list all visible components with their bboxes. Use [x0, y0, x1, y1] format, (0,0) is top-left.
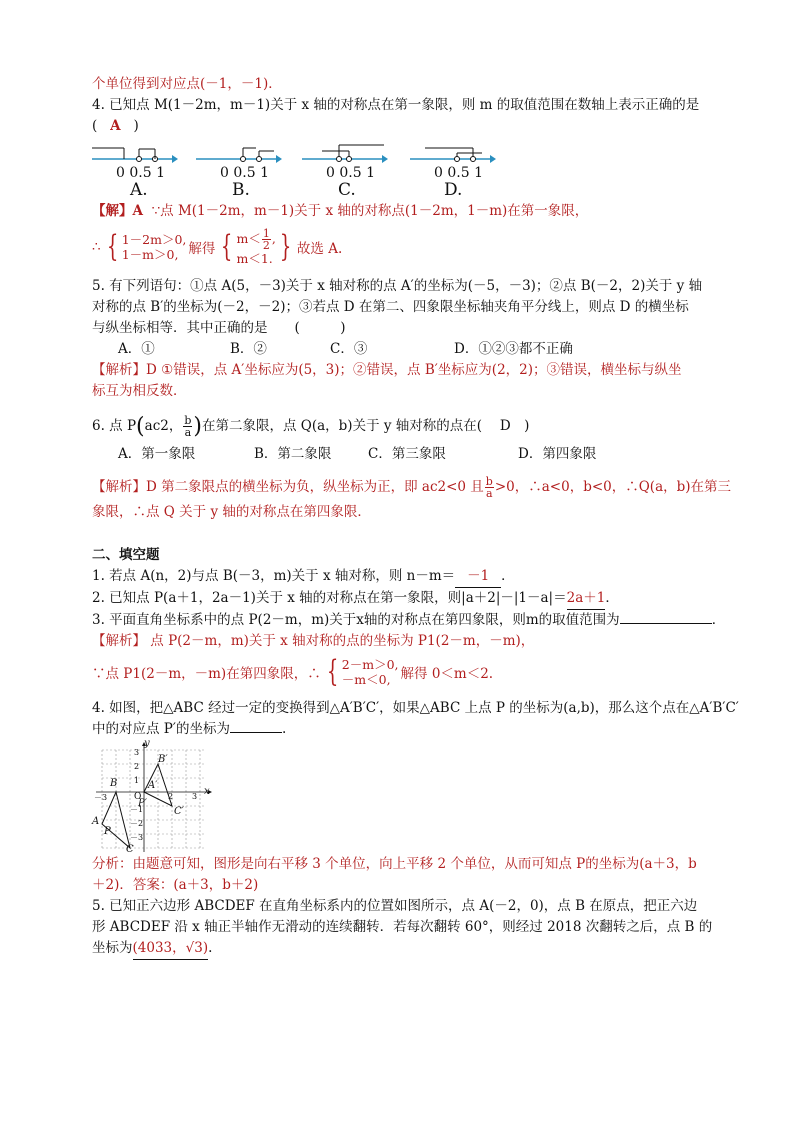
q6-solution-1: 【解析】D 第二象限点的横坐标为负，纵坐标为正，即 ac2<0 且 $\frac{b}{a}$ >0，∴a<0，b<0，∴Q(a，b)在第三 — [92, 474, 732, 500]
q4-answer: A — [110, 118, 121, 134]
fill-q4-stem-2: 中的对应点 P′的坐标为 . — [92, 721, 287, 737]
q4-stem: 4. 已知点 M(1－2m，m－1)关于 x 轴的对称点在第一象限，则 m 的取值范围在数轴上表示正确的是 — [92, 97, 700, 113]
number-line-labels: 0 0.5 1 0 0.5 1 0 0.5 1 0 0.5 1 A. B. C. D. — [116, 165, 483, 200]
fill-q5-stem-3: 坐标为(4033，√3). — [92, 938, 712, 960]
fill-q1: 1. 若点 A(n，2)与点 B(－3，m)关于 x 轴对称，则 n－m＝ －1 ． — [92, 566, 712, 588]
fill-q3-solution-2: ∵点 P1(2－m，－m)在第四象限，∴ { 2－m＞0, －m＜0, 解得 0＜m＜2. — [92, 654, 494, 689]
prev-solution-tail: 个单位得到对应点(－1，－1)． — [92, 76, 282, 92]
q5-stem-2: 对称的点 B′的坐标为(－2，－2)；③若点 D 在第二、四象限坐标轴夹角平分线上，则点 D 的横坐标 — [92, 299, 689, 315]
fill-q5-stem-1: 5. 已知正六边形 ABCDEF 在直角坐标系内的位置如图所示，点 A(－2，0)，点 B 在原点，把正六边 — [92, 898, 698, 914]
option-a-label: A. — [130, 180, 148, 200]
fill-q2: 2. 已知点 P(a＋1，2a－1)关于 x 轴的对称点在第一象限，则|a＋2|－|1－a|＝2a＋1． — [92, 588, 712, 610]
fill-q4-stem-1: 4. 如图，把△ABC 经过一定的变换得到△A′B′C′，如果△ABC 上点 P 的坐标为(a,b)，那么这个点在△A′B′C′ — [92, 700, 739, 716]
fill-q4-solution-1: 分析：由题意可知，图形是向右平移 3 个单位，向上平移 2 个单位，从而可知点 P的坐标为(a＋3，b — [92, 856, 697, 872]
q5-choices: A．① B．② C．③ D．①②③都不正确 — [118, 341, 573, 357]
q5-stem-1: 5. 有下列语句：①点 A(5，－3)关于 x 轴对称的点 A′的坐标为(－5，－3)；②点 B(－2，2)关于 y 轴 — [92, 278, 703, 294]
q6-choices: A．第一象限 B．第二象限 C．第三象限 D．第四象限 — [118, 446, 597, 462]
number-line-c — [302, 145, 388, 163]
fill-q3: 3. 平面直角坐标系中的点 P(2－m，m)关于x轴的对称点在第四象限，则m的取值范围为 ． — [92, 612, 726, 628]
q4-solution-line1: 【解】A ∵点 M(1－2m，m－1)关于 x 轴的对称点(1－2m，1－m)在第一象限， — [92, 203, 589, 219]
number-line-d — [410, 148, 496, 163]
number-line-b — [196, 148, 282, 163]
page-content — [92, 74, 739, 960]
section-title-fill-blank: 二、填空题 — [92, 547, 160, 563]
option-d-label: D. — [444, 180, 463, 200]
q4-solution-line2: ∴ { 1－2m＞0, 1－m＞0, 解得 { m＜ $\frac{1}{2}$ , m＜1. } 故选 A. — [92, 227, 343, 266]
number-line-a — [92, 148, 178, 163]
option-b-label: B. — [232, 180, 250, 200]
q5-solution-1: 【解析】D ①错误，点 A′坐标应为(5，3)；②错误，点 B′坐标应为(2，2)；③错误，横坐标与纵坐 — [92, 362, 682, 378]
coordinate-graph: y x B′ A′ C′ P′ B A P C O 3 2 1 －1 －2 －3 －3 2 3 — [92, 742, 712, 854]
q5-stem-3: 与纵坐标相等．其中正确的是 ( ) — [92, 320, 346, 336]
option-c-label: C. — [338, 180, 356, 200]
fill-q3-solution-1: 【解析】 点 P(2－m，m)关于 x 轴对称的点的坐标为 P1(2－m，－m)， — [92, 633, 535, 649]
q6-solution-2: 象限，∴点 Q 关于 y 轴的对称点在第四象限． — [92, 504, 371, 520]
q4-answer-bracket: ( A ) — [92, 118, 139, 134]
fill-q5-stem-2: 形 ABCDEF 沿 x 轴正半轴作无滑动的连续翻转．若每次翻转 60°，则经过 2018 次翻转之后，点 B 的 — [92, 919, 713, 935]
q5-solution-2: 标互为相反数． — [92, 383, 187, 399]
q6-stem: 6. 点 P ( ac2， $\frac{b}{a}$ ) 在第二象限，点 Q(a，b)关于 y 轴对称的点在( D ) — [92, 413, 530, 439]
fill-q4-solution-2: ＋2)．答案：(a＋3，b＋2) — [92, 877, 259, 893]
